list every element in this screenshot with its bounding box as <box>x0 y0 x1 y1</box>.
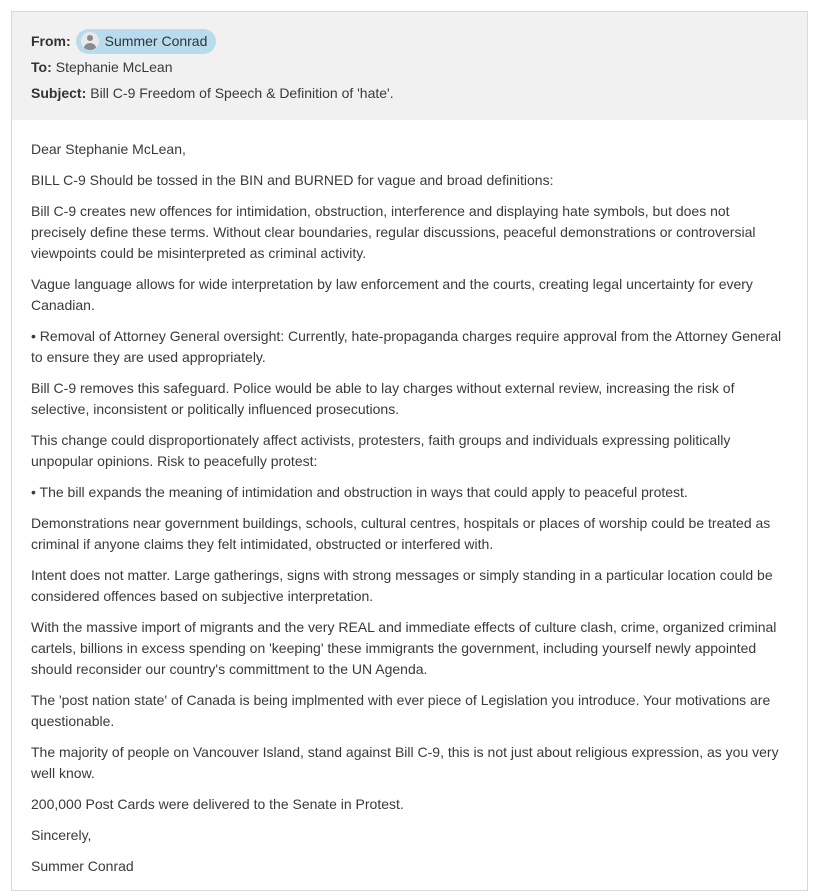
sign-off: Sincerely, <box>31 827 92 843</box>
from-label: From: <box>31 33 71 49</box>
body-paragraph: The majority of people on Vancouver Island, stand against Bill C-9, this is not just about religious expression, as you very well know. <box>31 744 779 781</box>
body-paragraph: Bill C-9 creates new offences for intimidation, obstruction, interference and displaying hate symbols, but does not precisely define these terms. Without clear boundaries, regular discussions, peaceful demonstrations or controversial viewpoints could be misinterpreted as criminal activity. <box>31 203 756 261</box>
email-message <box>11 11 808 891</box>
body-paragraph: Intent does not matter. Large gatherings, signs with strong messages or simply standing in a particular location could be considered offences based on subjective interpretation. <box>31 567 773 604</box>
body-paragraph: 200,000 Post Cards were delivered to the Senate in Protest. <box>31 796 404 812</box>
subject-value: Bill C-9 Freedom of Speech & Definition of 'hate'. <box>90 85 394 101</box>
signature-name: Summer Conrad <box>31 858 134 874</box>
body-paragraph: Bill C-9 removes this safeguard. Police would be able to lay charges without external review, increasing the risk of selective, inconsistent or politically influenced prosecutions. <box>31 380 735 417</box>
email-body <box>12 120 807 877</box>
body-paragraph: • The bill expands the meaning of intimidation and obstruction in ways that could apply to peaceful protest. <box>31 484 688 500</box>
sender-name: Summer Conrad <box>104 33 208 49</box>
body-paragraph: Demonstrations near government buildings, schools, cultural centres, hospitals or places of worship could be treated as criminal if anyone claims they felt intimidated, obstructed or interfered with. <box>31 515 771 552</box>
sender-chip[interactable] <box>76 29 217 54</box>
body-paragraph: • Removal of Attorney General oversight: Currently, hate-propaganda charges require approval from the Attorney General to ensure they are used appropriately. <box>31 328 782 365</box>
body-paragraph: This change could disproportionately affect activists, protesters, faith groups and individuals expressing politically unpopular opinions. Risk to peacefully protest: <box>31 432 731 469</box>
subject-label: Subject: <box>31 85 87 101</box>
body-paragraph: Vague language allows for wide interpretation by law enforcement and the courts, creating legal uncertainty for every Canadian. <box>31 276 753 313</box>
body-paragraph: BILL C-9 Should be tossed in the BIN and BURNED for vague and broad definitions: <box>31 172 554 188</box>
subject-row <box>31 80 788 106</box>
user-avatar-icon <box>81 32 99 50</box>
to-value: Stephanie McLean <box>55 59 173 75</box>
email-header <box>12 12 807 120</box>
body-paragraph: Dear Stephanie McLean, <box>31 141 186 157</box>
from-row <box>31 28 788 54</box>
body-paragraph: The 'post nation state' of Canada is being implmented with ever piece of Legislation you introduce. Your motivations are questionable. <box>31 692 771 729</box>
body-paragraph: With the massive import of migrants and the very REAL and immediate effects of culture clash, crime, organized criminal cartels, billions in excess spending on 'keeping' these immigrants the government, including yourself newly appointed should reconsider our country's committment to the UN Agenda. <box>31 619 777 677</box>
to-row <box>31 54 788 80</box>
to-label: To: <box>31 59 52 75</box>
